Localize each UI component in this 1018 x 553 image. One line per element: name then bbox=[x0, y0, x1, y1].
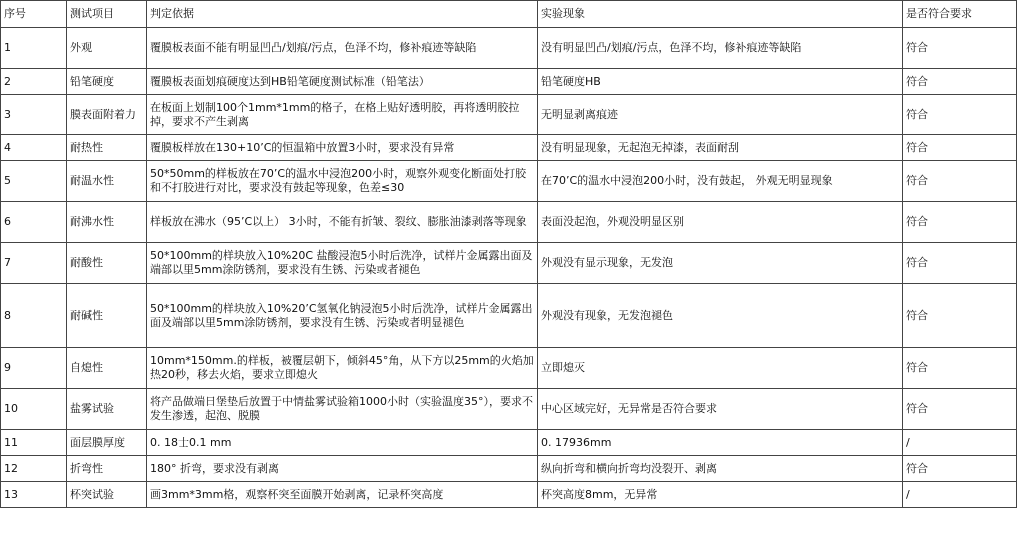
table-row bbox=[1, 243, 1017, 284]
cell-compliance: 符合 bbox=[903, 243, 1017, 284]
cell-test-item: 膜表面附着力 bbox=[67, 95, 147, 135]
header-result: 实验现象 bbox=[538, 1, 903, 28]
cell-result: 没有明显现象，无起泡无掉漆，表面耐刮 bbox=[538, 135, 903, 161]
header-basis: 判定依据 bbox=[147, 1, 538, 28]
cell-basis: 覆膜板样放在130+10’C的恒温箱中放置3小时，要求没有异常 bbox=[147, 135, 538, 161]
table-row bbox=[1, 456, 1017, 482]
cell-compliance: 符合 bbox=[903, 456, 1017, 482]
cell-no: 6 bbox=[1, 202, 67, 243]
cell-test-item: 盐雾试验 bbox=[67, 389, 147, 430]
table-row bbox=[1, 135, 1017, 161]
cell-compliance: / bbox=[903, 430, 1017, 456]
header-no: 序号 bbox=[1, 1, 67, 28]
cell-no: 4 bbox=[1, 135, 67, 161]
cell-result: 立即熄灭 bbox=[538, 348, 903, 389]
table-row bbox=[1, 348, 1017, 389]
cell-compliance: 符合 bbox=[903, 135, 1017, 161]
cell-test-item: 外观 bbox=[67, 28, 147, 69]
cell-test-item: 耐酸性 bbox=[67, 243, 147, 284]
cell-no: 11 bbox=[1, 430, 67, 456]
cell-compliance: 符合 bbox=[903, 28, 1017, 69]
cell-test-item: 杯突试验 bbox=[67, 482, 147, 508]
cell-no: 7 bbox=[1, 243, 67, 284]
cell-basis: 50*100mm的样块放入10%20C 盐酸浸泡5小时后洗净，试样片金属露出面及端部以里5mm涂防锈剂，要求没有生锈、污染或者褪色 bbox=[147, 243, 538, 284]
cell-no: 13 bbox=[1, 482, 67, 508]
cell-no: 5 bbox=[1, 161, 67, 202]
cell-compliance: 符合 bbox=[903, 284, 1017, 348]
cell-basis: 将产品做端日堡垫后放置于中情盐雾试验箱1000小时（实验温度35°），要求不发生渗透，起泡、脱膜 bbox=[147, 389, 538, 430]
table-row bbox=[1, 28, 1017, 69]
cell-test-item: 耐热性 bbox=[67, 135, 147, 161]
cell-result: 中心区域完好，无异常是否符合要求 bbox=[538, 389, 903, 430]
cell-basis: 样板放在沸水（95’C以上） 3小时，不能有折皱、裂纹、膨胀油漆剥落等现象 bbox=[147, 202, 538, 243]
cell-basis: 180° 折弯，要求没有剥离 bbox=[147, 456, 538, 482]
cell-result: 没有明显凹凸/划痕/污点，色泽不均，修补痕迹等缺陷 bbox=[538, 28, 903, 69]
cell-compliance: 符合 bbox=[903, 202, 1017, 243]
cell-result: 0. 17936mm bbox=[538, 430, 903, 456]
cell-compliance: 符合 bbox=[903, 161, 1017, 202]
cell-compliance: 符合 bbox=[903, 69, 1017, 95]
cell-no: 10 bbox=[1, 389, 67, 430]
cell-test-item: 耐温水性 bbox=[67, 161, 147, 202]
cell-test-item: 铅笔硬度 bbox=[67, 69, 147, 95]
cell-compliance: 符合 bbox=[903, 348, 1017, 389]
cell-result: 外观没有显示现象，无发泡 bbox=[538, 243, 903, 284]
table-row bbox=[1, 95, 1017, 135]
cell-basis: 50*100mm的样块放入10%20’C氢氧化钠浸泡5小时后洗净，试样片金属露出面及端部以里5mm涂防锈剂，要求没有生锈、污染或者明显褪色 bbox=[147, 284, 538, 348]
table-row bbox=[1, 430, 1017, 456]
cell-test-item: 面层膜厚度 bbox=[67, 430, 147, 456]
table-row bbox=[1, 482, 1017, 508]
cell-test-item: 自熄性 bbox=[67, 348, 147, 389]
cell-test-item: 耐沸水性 bbox=[67, 202, 147, 243]
cell-basis: 在板面上划制100个1mm*1mm的格子，在格上贴好透明胶，再将透明胶拉掉，要求不产生剥离 bbox=[147, 95, 538, 135]
cell-result: 表面没起泡，外观没明显区别 bbox=[538, 202, 903, 243]
cell-result: 外观没有现象，无发泡褪色 bbox=[538, 284, 903, 348]
cell-result: 杯突高度8mm，无异常 bbox=[538, 482, 903, 508]
cell-no: 8 bbox=[1, 284, 67, 348]
header-compliance: 是否符合要求 bbox=[903, 1, 1017, 28]
cell-no: 1 bbox=[1, 28, 67, 69]
table-header-row bbox=[1, 1, 1017, 28]
table-row bbox=[1, 202, 1017, 243]
cell-basis: 10mm*150mm.的样板，被覆层朝下，倾斜45°角，从下方以25mm的火焰加热20秒，移去火焰，要求立即熄火 bbox=[147, 348, 538, 389]
cell-result: 在70’C的温水中浸泡200小时，没有鼓起， 外观无明显现象 bbox=[538, 161, 903, 202]
cell-result: 纵向折弯和横向折弯均没裂开、剥离 bbox=[538, 456, 903, 482]
cell-basis: 0. 18士0.1 mm bbox=[147, 430, 538, 456]
cell-basis: 50*50mm的样板放在70’C的温水中浸泡200小时，观察外观变化断面处打胶和不打胶进行对比，要求没有鼓起等现象，色差≤30 bbox=[147, 161, 538, 202]
table-row bbox=[1, 161, 1017, 202]
cell-compliance: / bbox=[903, 482, 1017, 508]
cell-basis: 画3mm*3mm格，观察杯突至面膜开始剥离，记录杯突高度 bbox=[147, 482, 538, 508]
cell-compliance: 符合 bbox=[903, 389, 1017, 430]
cell-basis: 覆膜板表面划痕硬度达到HB铅笔硬度测试标准（铅笔法） bbox=[147, 69, 538, 95]
cell-no: 9 bbox=[1, 348, 67, 389]
table-row bbox=[1, 389, 1017, 430]
cell-test-item: 折弯性 bbox=[67, 456, 147, 482]
header-item: 测试项目 bbox=[67, 1, 147, 28]
cell-test-item: 耐碱性 bbox=[67, 284, 147, 348]
cell-no: 3 bbox=[1, 95, 67, 135]
cell-result: 无明显剥离痕迹 bbox=[538, 95, 903, 135]
table-row bbox=[1, 284, 1017, 348]
table-row bbox=[1, 69, 1017, 95]
cell-no: 2 bbox=[1, 69, 67, 95]
cell-result: 铅笔硬度HB bbox=[538, 69, 903, 95]
cell-compliance: 符合 bbox=[903, 95, 1017, 135]
cell-no: 12 bbox=[1, 456, 67, 482]
cell-basis: 覆膜板表面不能有明显凹凸/划痕/污点，色泽不均，修补痕迹等缺陷 bbox=[147, 28, 538, 69]
